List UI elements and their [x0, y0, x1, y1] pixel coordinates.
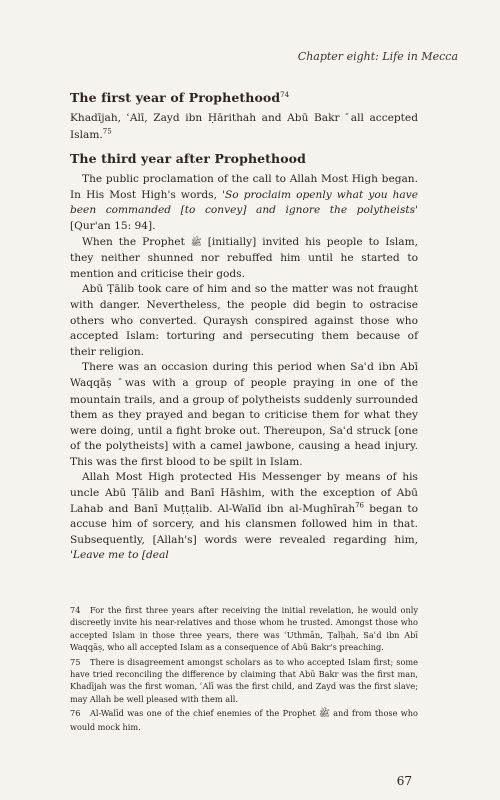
paragraph: Khadījah, ʿAlī, Zayd ibn Ḥārithah and Abū Bakr all accepted Islam.$^{75}$ — [70, 112, 418, 141]
footnote-ref: 74 — [280, 90, 290, 99]
paragraph: Abū Ṭālib took care of him and so the matter was not fraught with danger. Nevertheless, the people did begin to ostracise others who converted. Quraysh conspired against those who accepted Islam: torturing and persecuting them because of their religion. — [70, 283, 418, 358]
page-number: 67 — [396, 774, 412, 788]
paragraph: The public proclamation of the call to Allah Most High began. In His Most High's words, 'So proclaim openly what you have been commanded [to convey] and ignore the polytheists' [Qur'an 15: 94]. — [70, 173, 418, 232]
section-heading: The third year after Prophethood — [70, 151, 306, 167]
section-first-year — [70, 90, 418, 143]
footnote: 76 Al-Walīd was one of the chief enemies of the Prophet ﷺ and from those who would mock him. — [70, 708, 418, 732]
footnotes — [70, 604, 418, 735]
honorific-salawat-icon: ﷺ — [190, 237, 202, 248]
honorific-salawat-icon: ﷺ — [318, 709, 330, 720]
footnote-number: 74 — [70, 605, 81, 615]
section-heading: The first year of Prophethood$^{74}$ — [70, 90, 290, 105]
quran-quote: 'Leave me to [deal — [70, 549, 169, 562]
section-third-year — [70, 151, 418, 564]
footnote: 74 For the first three years after receiving the initial revelation, he would only discreetly invite his near-relatives and those whom he trusted. Amongst those who accepted Islam in those three years, there was ʿUthmān, Ṭalḥah, Saʿd ibn Abī Waqqāṣ, who all accepted Islam as a consequence of Abū Bakr's preaching. — [70, 605, 418, 653]
footnote: 75 There is disagreement amongst scholars as to who accepted Islam first; some have tried reconciling the difference by claiming that Abū Bakr was the first man, Khadījah was the first woman, ʿAlī was the first child, and Zayd was the first slave; may Allah be well pleased with them all. — [70, 656, 418, 704]
footnote-ref: 75 — [102, 127, 112, 136]
running-head: Chapter eight: Life in Mecca — [297, 50, 458, 63]
footnote-number: 76 — [70, 708, 81, 719]
footnote-ref: 76 — [355, 501, 365, 510]
paragraph: There was an occasion during this period when Saʿd ibn Abī Waqqāṣ was with a group of people praying in one of the mountain trails, and a group of polytheists suddenly surrounded them as they prayed and began to criticise them for what they were doing, until a fight broke out. Thereupon, Saʿd struck [one of the polytheists] with a camel jawbone, causing a head injury. This was the first blood to be spilt in Islam. — [70, 361, 418, 468]
main-text — [70, 90, 418, 572]
footnote-number: 75 — [70, 656, 81, 667]
paragraph: When the Prophet ﷺ [initially] invited his people to Islam, they neither shunned nor rebuffed him until he started to mention and criticise their gods. — [70, 235, 418, 280]
paragraph: Allah Most High protected His Messenger by means of his uncle Abū Ṭālib and Banī Hāshim, with the exception of Abū Lahab and Banī Muṭṭalib. Al-Walīd ibn al-Mughīrah$^{76}$ began to accuse him of sorcery, and his clansmen followed him in that. Subsequently, [Allah's] words were revealed regarding him, 'Leave me to [deal — [70, 471, 419, 562]
quran-quote: 'So proclaim openly what you have been commanded [to convey] and ignore the polytheists' — [70, 188, 418, 217]
